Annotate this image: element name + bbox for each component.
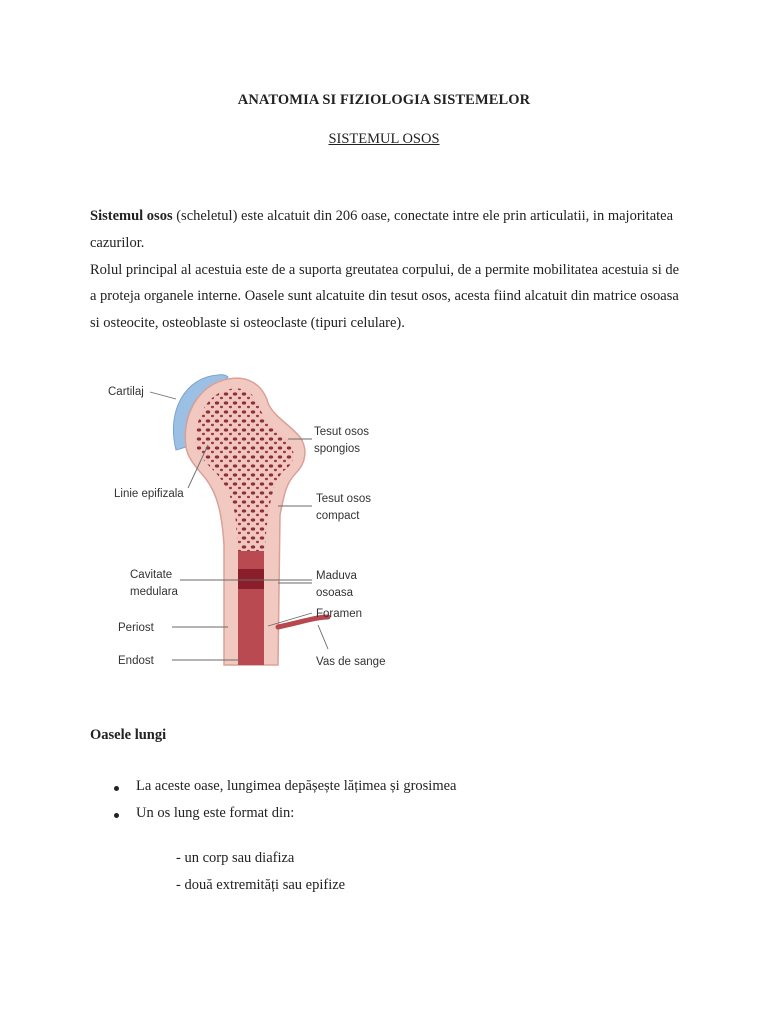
document-subtitle: SISTEMUL OSOS bbox=[328, 131, 440, 147]
label-tesut-spongios-1: Tesut osos bbox=[314, 426, 369, 438]
intro-line-2: Rolul principal al acestuia este de a suporta greutatea corpului, de a permite mobilitatea acestuia si de a proteja organele interne. Oasele sunt alcatuite din tesut osos, acesta fiind alcatuit din matrice osoasa si osteocite, osteoblaste si osteoclaste (tipuri celulare). bbox=[90, 261, 680, 332]
label-maduva-1: Maduva bbox=[316, 570, 357, 582]
label-tesut-spongios-2: spongios bbox=[314, 443, 361, 455]
label-tesut-compact-1: Tesut osos bbox=[316, 493, 371, 505]
sub-item: - un corp sau diafiza bbox=[176, 850, 295, 866]
bone-illustration bbox=[88, 355, 408, 680]
label-endost: Endost bbox=[118, 655, 154, 667]
label-linie-epifizala: Linie epifizala bbox=[114, 488, 184, 500]
bone-diagram bbox=[88, 355, 408, 680]
medullary-cavity-shape bbox=[238, 551, 264, 665]
marrow-shape bbox=[238, 569, 264, 589]
intro-line-1-text: (scheletul) este alcatuit din 206 oase, conectate intre ele prin articulatii, in majoritatea cazurilor. bbox=[90, 208, 674, 251]
label-tesut-compact-2: compact bbox=[316, 510, 360, 522]
sub-item: - două extremități sau epifize bbox=[176, 877, 346, 893]
label-cavitate-1: Cavitate bbox=[130, 569, 173, 581]
label-periost: Periost bbox=[118, 622, 154, 634]
intro-line-1 bbox=[90, 203, 680, 257]
document-title: ANATOMIA SI FIZIOLOGIA SISTEMELOR bbox=[237, 92, 531, 108]
bullet-list bbox=[112, 778, 456, 832]
label-foramen: Foramen bbox=[316, 608, 363, 620]
bullet-item: Un os lung este format din: bbox=[112, 805, 456, 832]
label-cartilaj: Cartilaj bbox=[108, 386, 144, 398]
section-heading: Oasele lungi bbox=[90, 727, 167, 743]
sub-item-list bbox=[176, 850, 345, 904]
bullet-item: La aceste oase, lungimea depășește lățimea și grosimea bbox=[112, 778, 456, 805]
label-vas-de-sange: Vas de sange bbox=[316, 656, 386, 668]
intro-paragraph bbox=[90, 203, 680, 337]
label-maduva-2: osoasa bbox=[316, 587, 354, 599]
intro-bold-term: Sistemul osos bbox=[90, 208, 173, 224]
label-cavitate-2: medulara bbox=[130, 586, 178, 598]
